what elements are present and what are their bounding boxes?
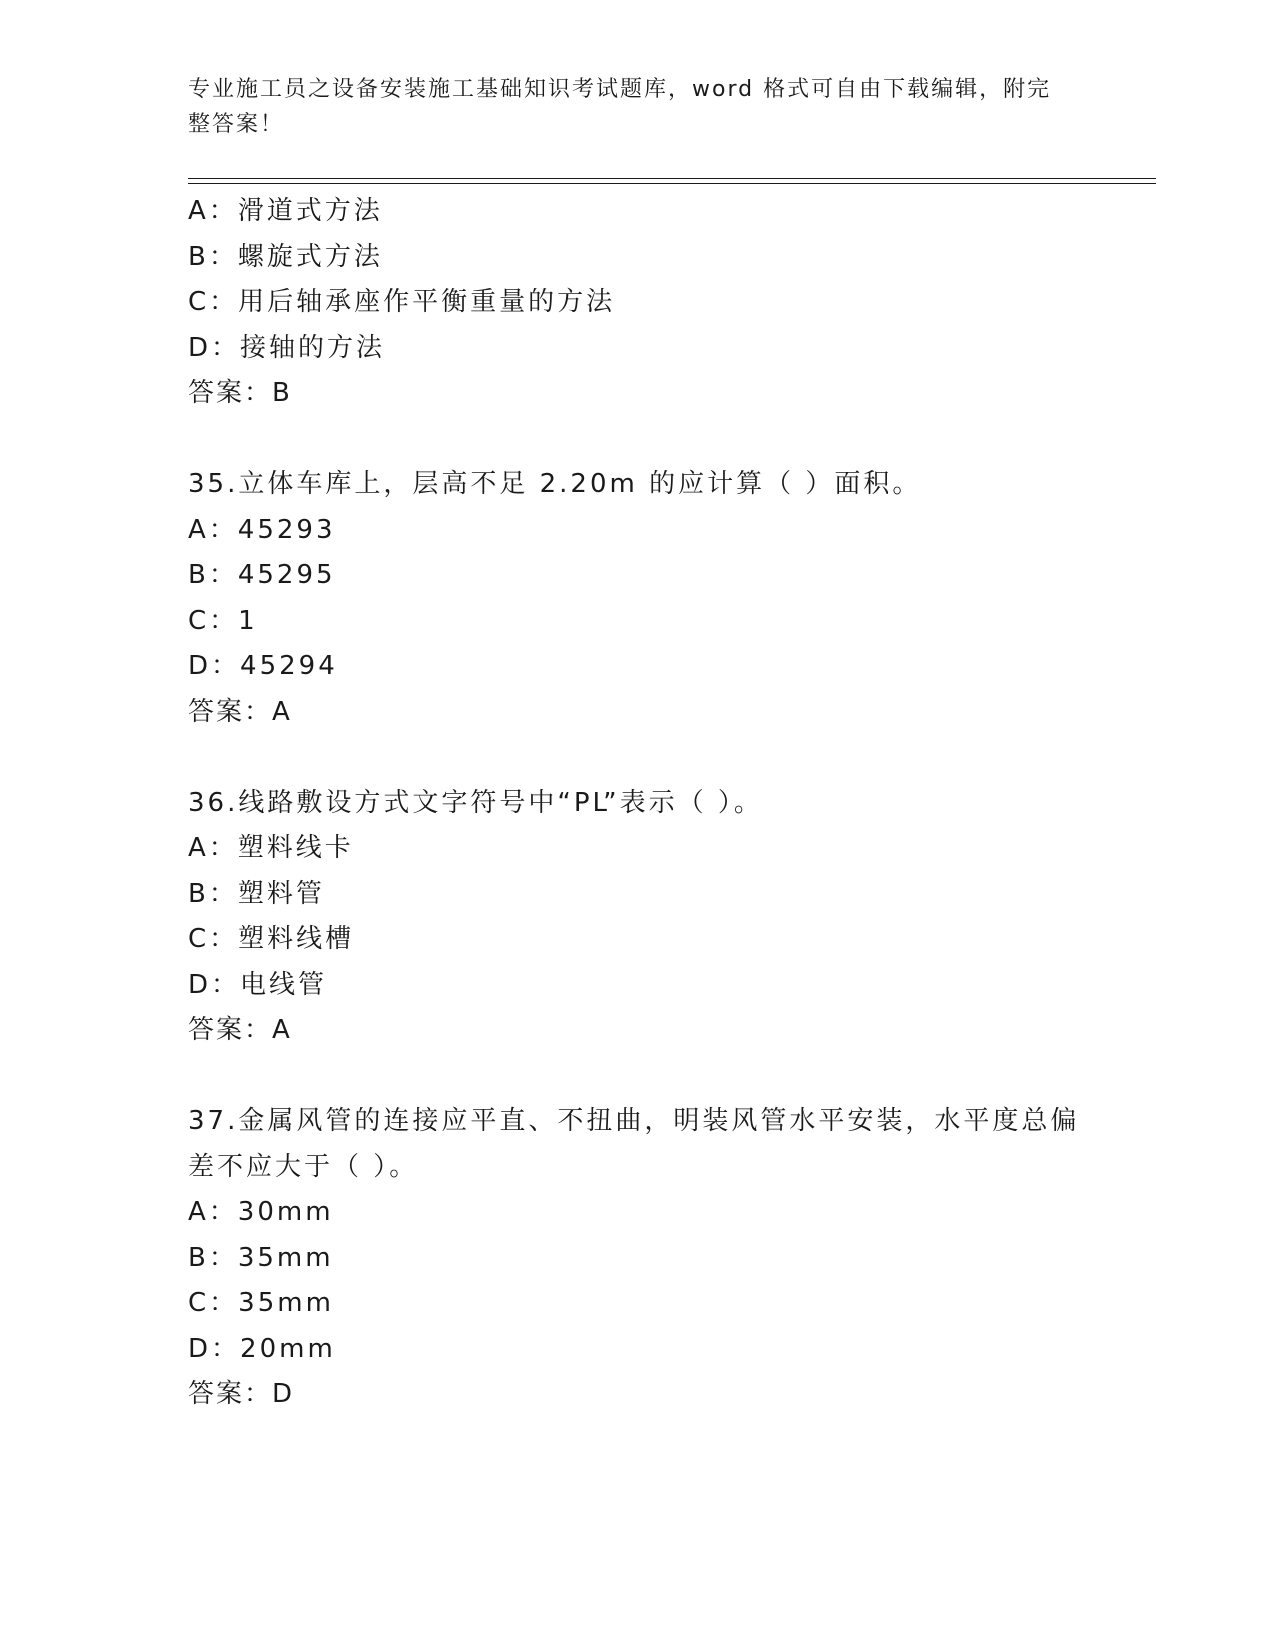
option-text: 塑料线卡 — [237, 833, 354, 863]
question-stem: 35.立体车库上，层高不足 2.20m 的应计算（ ）面积。 — [188, 469, 922, 499]
option-letter: A： — [188, 1197, 238, 1227]
option-d — [188, 1327, 1088, 1373]
option-d — [188, 326, 1088, 372]
option-text: 1 — [238, 605, 258, 636]
option-text: 塑料线槽 — [238, 924, 355, 954]
option-letter: A： — [188, 833, 238, 863]
option-b — [188, 553, 1088, 599]
option-letter: C： — [188, 605, 239, 636]
option-letter: D： — [188, 1333, 241, 1364]
spacer — [188, 417, 1088, 463]
option-text: 45295 — [237, 560, 336, 590]
header-divider-top — [188, 178, 1156, 179]
option-a — [188, 508, 1088, 554]
option-text: 螺旋式方法 — [237, 241, 383, 272]
option-letter: C： — [188, 924, 239, 954]
question-block — [188, 781, 1088, 1054]
option-text: 用后轴承座作平衡重量的方法 — [238, 287, 616, 317]
option-letter: C： — [188, 1288, 239, 1318]
option-d — [188, 644, 1088, 690]
question-block — [188, 1099, 1088, 1418]
option-text: 电线管 — [240, 969, 328, 1000]
option-letter: D： — [188, 969, 241, 1000]
document-header — [188, 72, 1088, 142]
option-letter: B： — [188, 1242, 238, 1273]
answer-line: 答案：D — [188, 1379, 295, 1409]
question-stem-continued: 差不应大于（ ）。 — [188, 1151, 419, 1182]
option-text: 45294 — [240, 651, 338, 681]
option-letter: B： — [188, 560, 238, 590]
option-letter: D： — [188, 651, 241, 681]
option-letter: B： — [188, 878, 238, 909]
option-text: 45293 — [237, 514, 336, 545]
option-text: 20mm — [240, 1333, 336, 1364]
option-text: 滑道式方法 — [237, 196, 383, 226]
header-divider-bottom — [188, 183, 1156, 184]
question-stem: 36.线路敷设方式文字符号中“PL”表示（ ）。 — [188, 787, 763, 818]
option-d — [188, 963, 1088, 1009]
question-block — [188, 462, 1088, 735]
option-letter: C： — [188, 287, 239, 317]
option-text: 30mm — [237, 1197, 334, 1227]
option-letter: D： — [188, 332, 241, 363]
option-b — [188, 872, 1088, 918]
option-letter: A： — [188, 514, 238, 545]
option-c — [188, 1281, 1088, 1327]
option-c — [188, 280, 1088, 326]
spacer — [188, 1054, 1088, 1100]
question-block — [188, 189, 1088, 417]
header-line-1: 专业施工员之设备安装施工基础知识考试题库，word 格式可自由下载编辑，附完 — [188, 77, 1052, 102]
option-letter: A： — [188, 196, 238, 226]
answer-line: 答案：B — [188, 378, 292, 408]
answer-line: 答案：A — [188, 696, 292, 727]
header-line-2: 整答案！ — [188, 112, 285, 137]
question-list — [188, 189, 1088, 1418]
option-text: 接轴的方法 — [240, 332, 386, 363]
option-b — [188, 235, 1088, 281]
option-a — [188, 189, 1088, 235]
option-text: 35mm — [237, 1242, 334, 1273]
option-text: 35mm — [238, 1288, 334, 1318]
option-c — [188, 917, 1088, 963]
option-text: 塑料管 — [237, 878, 325, 909]
option-c — [188, 599, 1088, 645]
option-letter: B： — [188, 241, 238, 272]
question-stem: 37.金属风管的连接应平直、不扭曲，明装风管水平安装，水平度总偏 — [188, 1106, 1080, 1136]
option-a — [188, 826, 1088, 872]
answer-line: 答案：A — [188, 1015, 292, 1045]
option-b — [188, 1236, 1088, 1282]
spacer — [188, 735, 1088, 781]
option-a — [188, 1190, 1088, 1236]
